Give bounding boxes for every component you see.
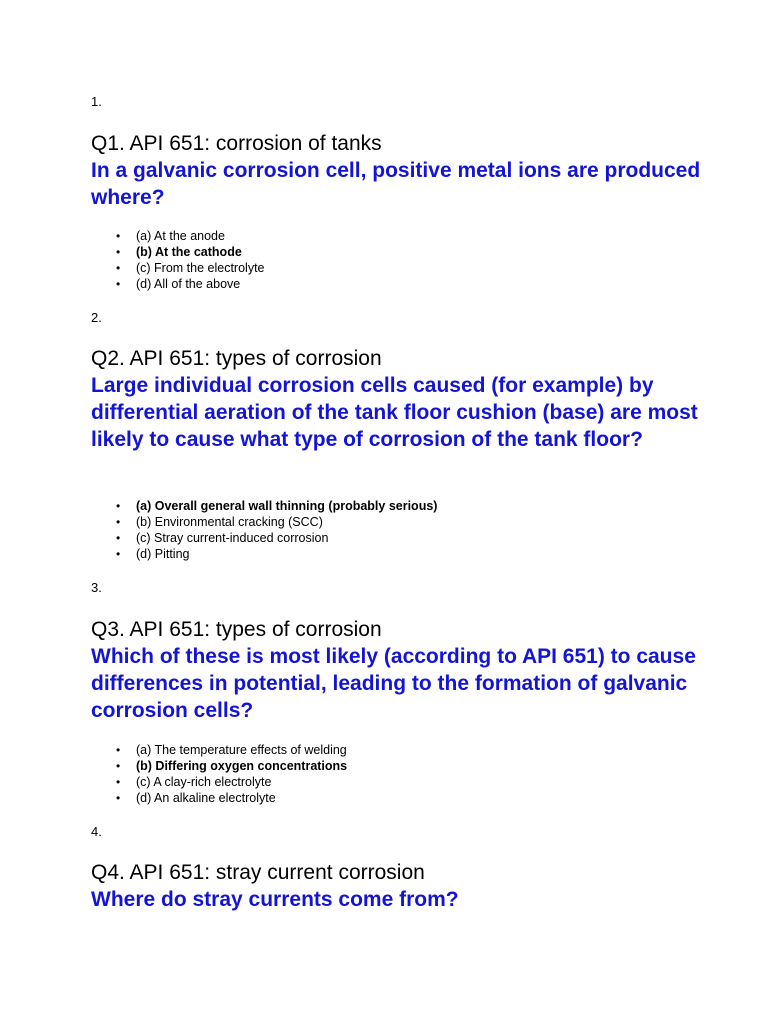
option-text: (a) Overall general wall thinning (probably serious) xyxy=(136,499,438,513)
question-block-1 xyxy=(91,131,731,211)
bullet-icon: • xyxy=(116,743,121,757)
question-text: In a galvanic corrosion cell, positive metal ions are produced where? xyxy=(91,159,701,209)
question-block-3 xyxy=(91,617,731,724)
question-heading: Q2. API 651: types of corrosion xyxy=(91,347,382,370)
bullet-icon: • xyxy=(116,791,121,805)
question-heading: Q3. API 651: types of corrosion xyxy=(91,618,382,641)
bullet-icon: • xyxy=(116,515,121,529)
question-number: 3. xyxy=(91,580,102,595)
bullet-icon: • xyxy=(116,261,121,275)
bullet-icon: • xyxy=(116,547,121,561)
option-item-correct xyxy=(91,498,437,514)
option-item-correct xyxy=(91,758,347,774)
bullet-icon: • xyxy=(116,499,121,513)
bullet-icon: • xyxy=(116,277,121,291)
option-text: (d) All of the above xyxy=(136,277,241,291)
question-number: 2. xyxy=(91,310,102,325)
option-text: (a) The temperature effects of welding xyxy=(136,743,347,757)
question-block-4 xyxy=(91,860,731,913)
option-item-correct xyxy=(91,244,265,260)
question-number: 1. xyxy=(91,94,102,109)
option-item xyxy=(91,530,437,546)
question-text: Where do stray currents come from? xyxy=(91,888,459,911)
option-item xyxy=(91,790,347,806)
option-item xyxy=(91,514,437,530)
question-heading: Q4. API 651: stray current corrosion xyxy=(91,861,425,884)
bullet-icon: • xyxy=(116,229,121,243)
question-number: 4. xyxy=(91,824,102,839)
option-item xyxy=(91,260,265,276)
option-text: (a) At the anode xyxy=(136,229,225,243)
option-item xyxy=(91,276,265,292)
option-text: (c) A clay-rich electrolyte xyxy=(136,775,272,789)
question-heading: Q1. API 651: corrosion of tanks xyxy=(91,132,382,155)
option-list-3 xyxy=(91,742,347,806)
option-item xyxy=(91,228,265,244)
bullet-icon: • xyxy=(116,759,121,773)
question-block-2 xyxy=(91,346,731,453)
question-text: Large individual corrosion cells caused (for example) by differential aeration of the tank floor cushion (base) are most likely to cause what type of corrosion of the tank floor? xyxy=(91,374,698,451)
option-text: (d) Pitting xyxy=(136,547,190,561)
bullet-icon: • xyxy=(116,531,121,545)
option-text: (b) Differing oxygen concentrations xyxy=(136,759,348,773)
option-item xyxy=(91,742,347,758)
option-list-1 xyxy=(91,228,265,292)
question-text: Which of these is most likely (according to API 651) to cause differences in potential, leading to the formation of galvanic corrosion cells? xyxy=(91,645,696,722)
option-text: (c) From the electrolyte xyxy=(136,261,265,275)
bullet-icon: • xyxy=(116,775,121,789)
option-item xyxy=(91,774,347,790)
option-text: (d) An alkaline electrolyte xyxy=(136,791,276,805)
option-text: (b) At the cathode xyxy=(136,245,242,259)
bullet-icon: • xyxy=(116,245,121,259)
option-item xyxy=(91,546,437,562)
option-text: (c) Stray current-induced corrosion xyxy=(136,531,329,545)
option-text: (b) Environmental cracking (SCC) xyxy=(136,515,323,529)
option-list-2 xyxy=(91,498,437,562)
